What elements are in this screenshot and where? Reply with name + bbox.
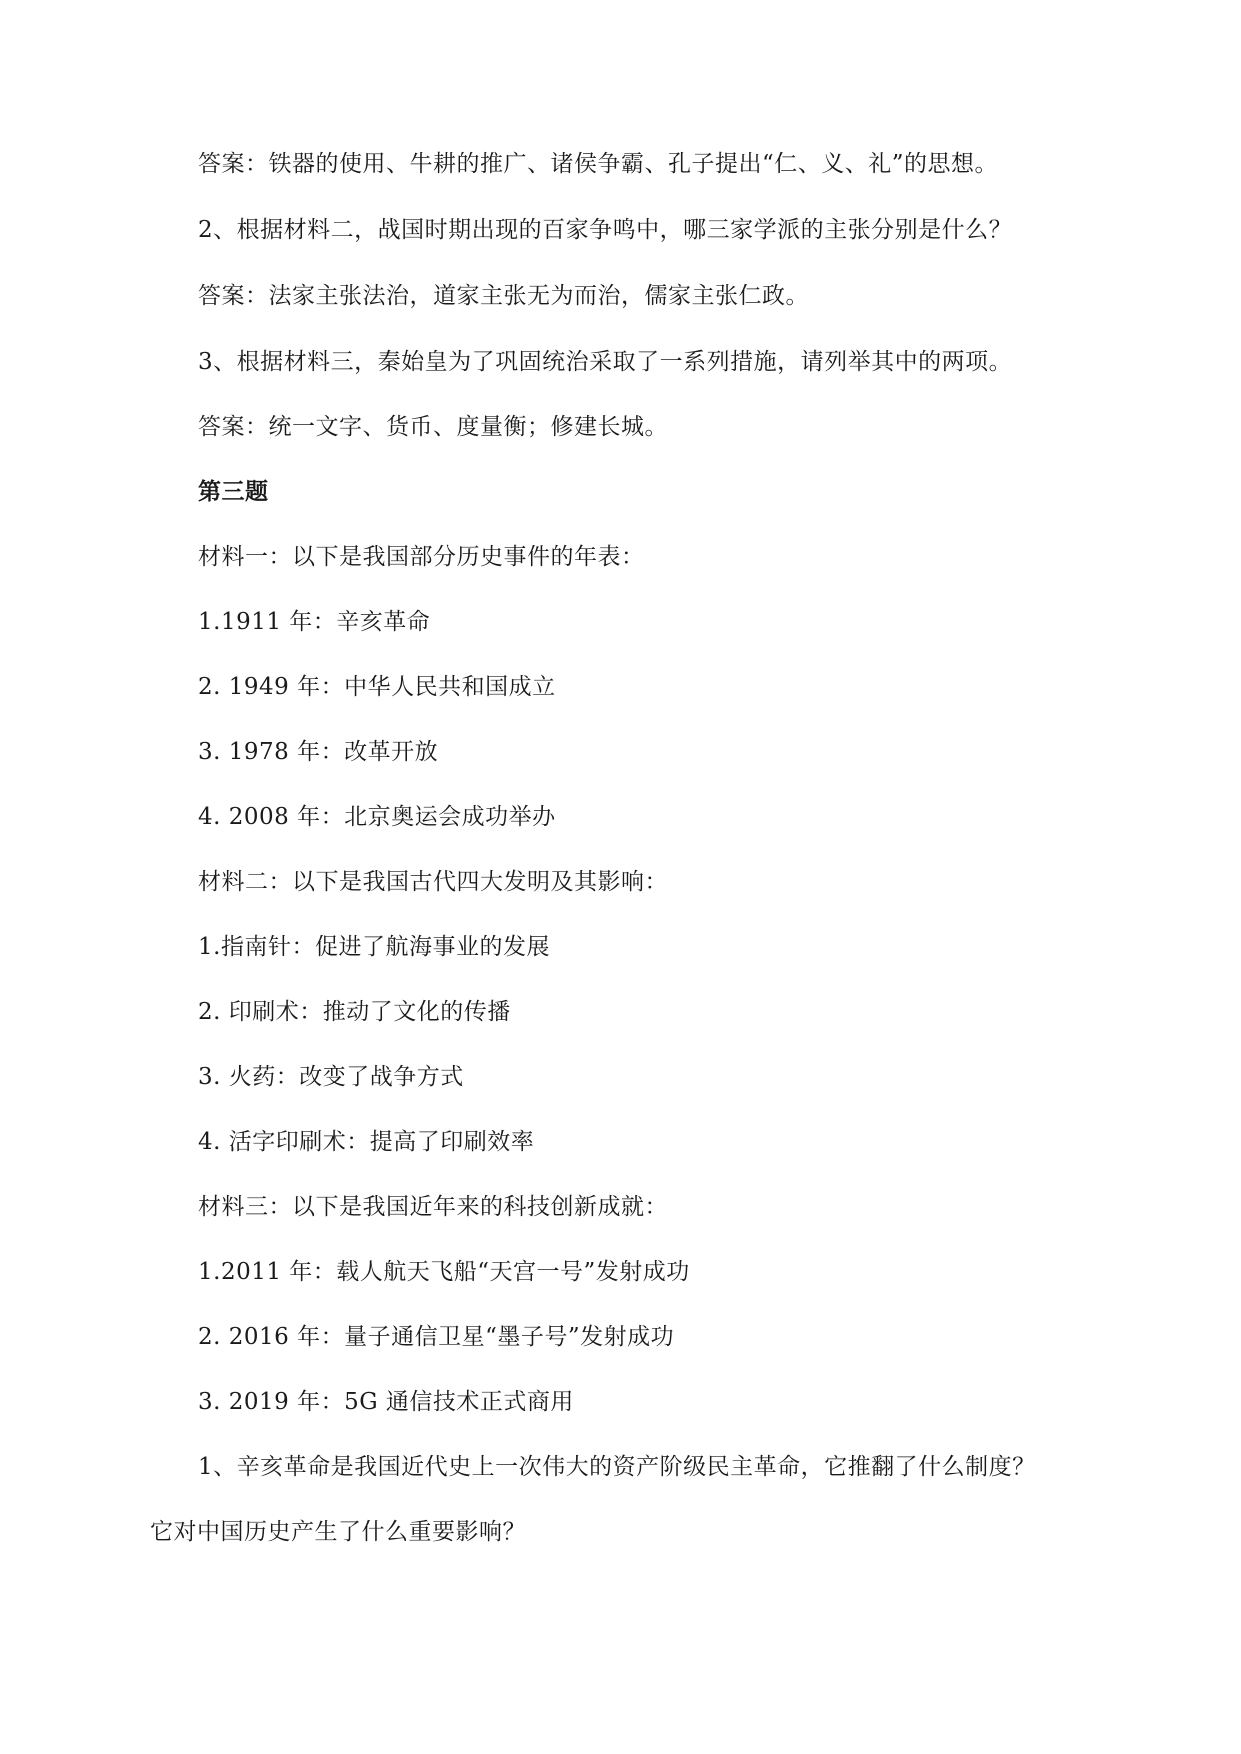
section-heading: 第三题 <box>198 478 269 505</box>
material-2-heading: 材料二：以下是我国古代四大发明及其影响： <box>198 869 668 895</box>
material-3-item-1: 1.2011 年：载人航天飞船“天宫一号”发射成功 <box>198 1259 690 1285</box>
material-3-item-3: 3. 2019 年：5G 通信技术正式商用 <box>198 1389 574 1415</box>
answer-2: 答案：法家主张法治，道家主张无为而治，儒家主张仁政。 <box>198 283 809 309</box>
question-3: 3、根据材料三，秦始皇为了巩固统治采取了一系列措施，请列举其中的两项。 <box>198 349 1013 375</box>
material-1-heading: 材料一：以下是我国部分历史事件的年表： <box>198 544 645 570</box>
material-2-item-3: 3. 火药：改变了战争方式 <box>198 1064 464 1090</box>
material-1-item-2: 2. 1949 年：中华人民共和国成立 <box>198 674 556 700</box>
material-2-item-2: 2. 印刷术：推动了文化的传播 <box>198 999 511 1025</box>
question-1-continued: 它对中国历史产生了什么重要影响？ <box>150 1519 526 1545</box>
material-1-item-3: 3. 1978 年：改革开放 <box>198 739 439 765</box>
material-3-item-2: 2. 2016 年：量子通信卫星“墨子号”发射成功 <box>198 1324 675 1350</box>
material-1-item-1: 1.1911 年：辛亥革命 <box>198 609 431 635</box>
answer-3: 答案：统一文字、货币、度量衡；修建长城。 <box>198 414 668 440</box>
material-1-item-4: 4. 2008 年：北京奥运会成功举办 <box>198 804 556 830</box>
question-2: 2、根据材料二，战国时期出现的百家争鸣中，哪三家学派的主张分别是什么？ <box>198 217 1013 243</box>
material-3-heading: 材料三：以下是我国近年来的科技创新成就： <box>198 1194 668 1220</box>
answer-1: 答案：铁器的使用、牛耕的推广、诸侯争霸、孔子提出“仁、义、礼”的思想。 <box>198 151 999 177</box>
material-2-item-1: 1.指南针：促进了航海事业的发展 <box>198 934 550 960</box>
material-2-item-4: 4. 活字印刷术：提高了印刷效率 <box>198 1129 535 1155</box>
question-1: 1、辛亥革命是我国近代史上一次伟大的资产阶级民主革命，它推翻了什么制度？ <box>198 1454 1036 1480</box>
